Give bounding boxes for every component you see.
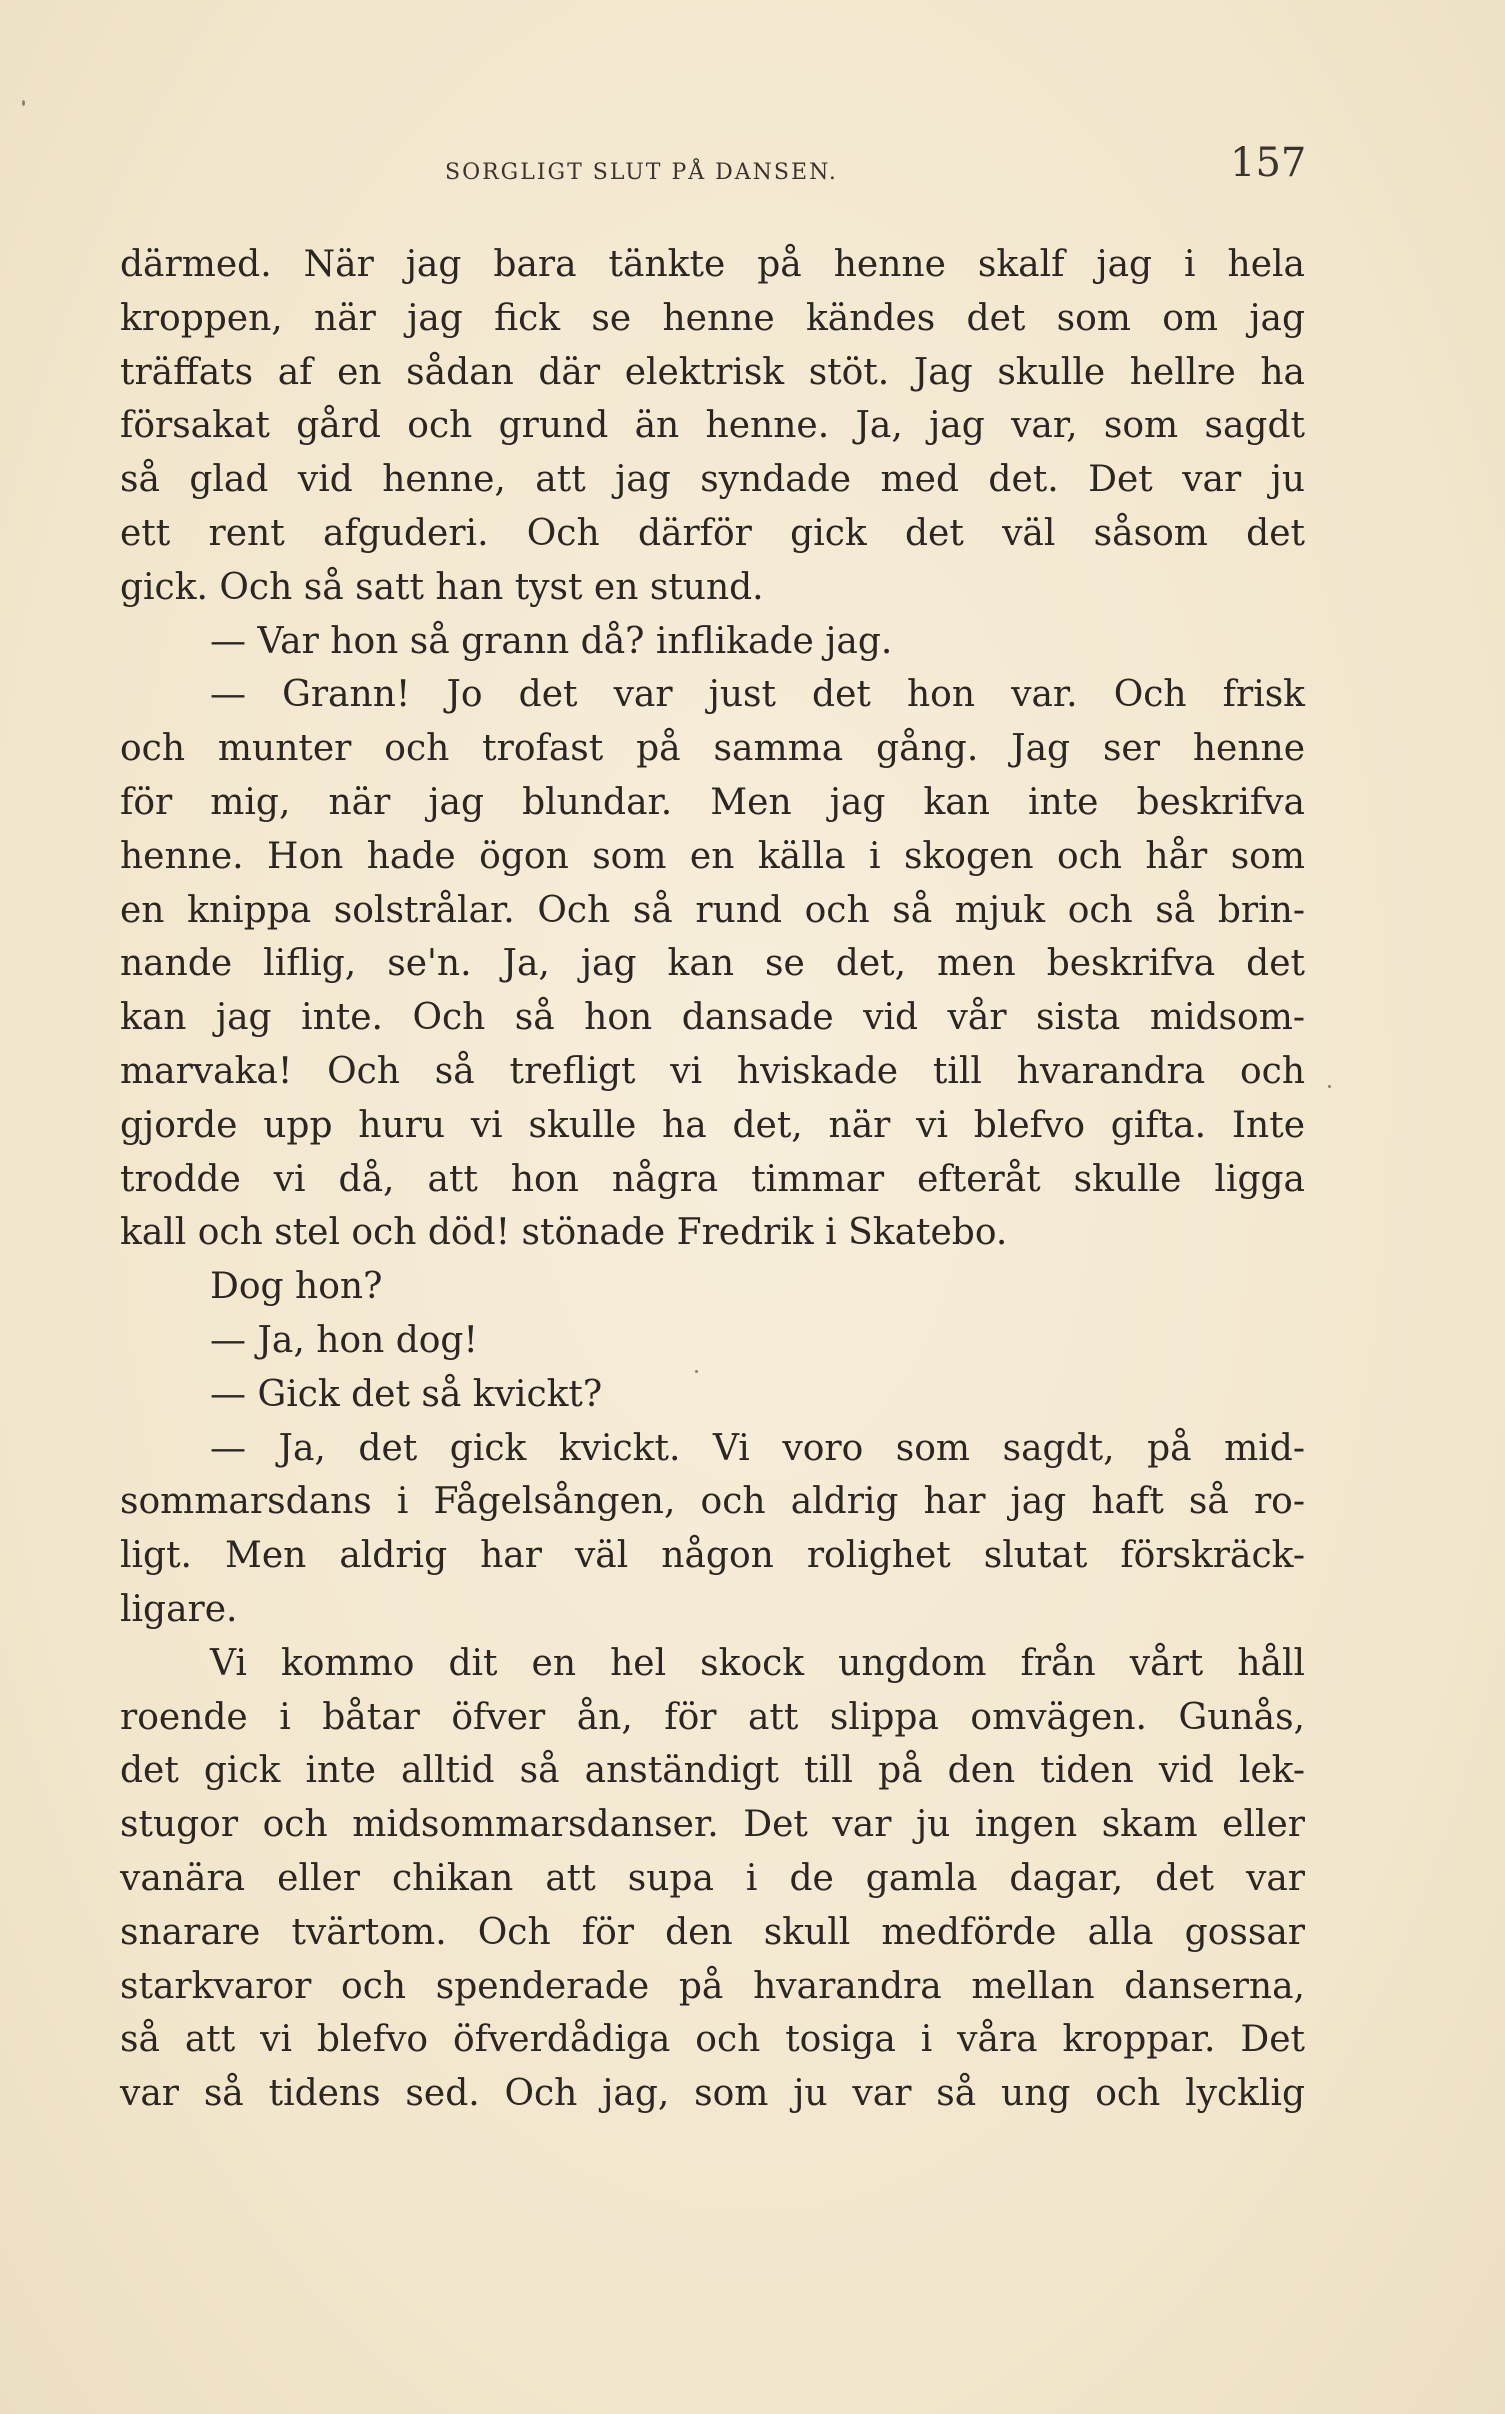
text-line: gick. Och så satt han tyst en stund. — [120, 566, 764, 608]
text-line: stugor och midsommarsdanser. Det var ju ingen skam eller — [120, 1804, 1305, 1846]
body-text — [120, 238, 1305, 2121]
text-line: gjorde upp huru vi skulle ha det, när vi blefvo gifta. Inte — [120, 1104, 1305, 1146]
text-line: roende i båtar öfver ån, för att slippa omvägen. Gunås, — [120, 1696, 1305, 1738]
text-line: marvaka! Och så trefligt vi hviskade till hvarandra och — [120, 1050, 1305, 1092]
text-line: snarare tvärtom. Och för den skull medförde alla gossar — [120, 1911, 1305, 1953]
running-head: SORGLIGT SLUT PÅ DANSEN. — [445, 160, 838, 185]
text-line: kall och stel och död! stönade Fredrik i Skatebo. — [120, 1212, 1008, 1254]
text-line: — Ja, hon dog! — [210, 1319, 478, 1361]
text-line: för mig, när jag blundar. Men jag kan inte beskrifva — [120, 781, 1305, 823]
text-line: sommarsdans i Fågelsången, och aldrig har jag haft så ro- — [120, 1481, 1305, 1523]
text-line: — Grann! Jo det var just det hon var. Och frisk — [210, 674, 1305, 716]
paper-speck — [695, 1370, 698, 1373]
text-line: och munter och trofast på samma gång. Jag ser henne — [120, 728, 1305, 770]
text-line: Dog hon? — [210, 1266, 383, 1308]
text-line: starkvaror och spenderade på hvarandra mellan danserna, — [120, 1965, 1305, 2007]
text-line: kan jag inte. Och så hon dansade vid vår sista midsom- — [120, 997, 1305, 1039]
text-line: henne. Hon hade ögon som en källa i skogen och hår som — [120, 835, 1305, 877]
text-line: ligt. Men aldrig har väl någon rolighet slutat förskräck- — [120, 1535, 1305, 1577]
text-line: kroppen, när jag fick se henne kändes det som om jag — [120, 297, 1305, 339]
text-line: ligare. — [120, 1588, 238, 1630]
text-line: det gick inte alltid så anständigt till på den tiden vid lek- — [120, 1750, 1305, 1792]
text-line: trodde vi då, att hon några timmar efteråt skulle ligga — [120, 1158, 1305, 1200]
page-number: 157 — [1230, 140, 1307, 186]
text-line: därmed. När jag bara tänkte på henne skalf jag i hela — [120, 244, 1305, 285]
text-line: — Ja, det gick kvickt. Vi voro som sagdt, på mid- — [210, 1427, 1305, 1469]
text-line: Vi kommo dit en hel skock ungdom från vårt håll — [210, 1642, 1305, 1684]
text-line: vanära eller chikan att supa i de gamla dagar, det var — [120, 1857, 1305, 1899]
text-line: nande liflig, se'n. Ja, jag kan se det, men beskrifva det — [120, 943, 1305, 985]
text-line: — Var hon så grann då? inflikade jag. — [210, 620, 893, 662]
text-line: ett rent afguderi. Och därför gick det väl såsom det — [120, 512, 1305, 554]
text-line: var så tidens sed. Och jag, som ju var så ung och lycklig — [120, 2073, 1305, 2115]
text-line: så glad vid henne, att jag syndade med det. Det var ju — [120, 459, 1305, 501]
paper-speck — [1328, 1085, 1331, 1088]
text-line: en knippa solstrålar. Och så rund och så mjuk och så brin- — [120, 889, 1305, 931]
text-line: träffats af en sådan där elektrisk stöt. Jag skulle hellre ha — [120, 351, 1305, 393]
text-line: försakat gård och grund än henne. Ja, jag var, som sagdt — [120, 405, 1305, 447]
paper-speck — [22, 100, 25, 106]
text-line: — Gick det så kvickt? — [210, 1373, 603, 1415]
text-line: så att vi blefvo öfverdådiga och tosiga i våra kroppar. Det — [120, 2019, 1305, 2061]
